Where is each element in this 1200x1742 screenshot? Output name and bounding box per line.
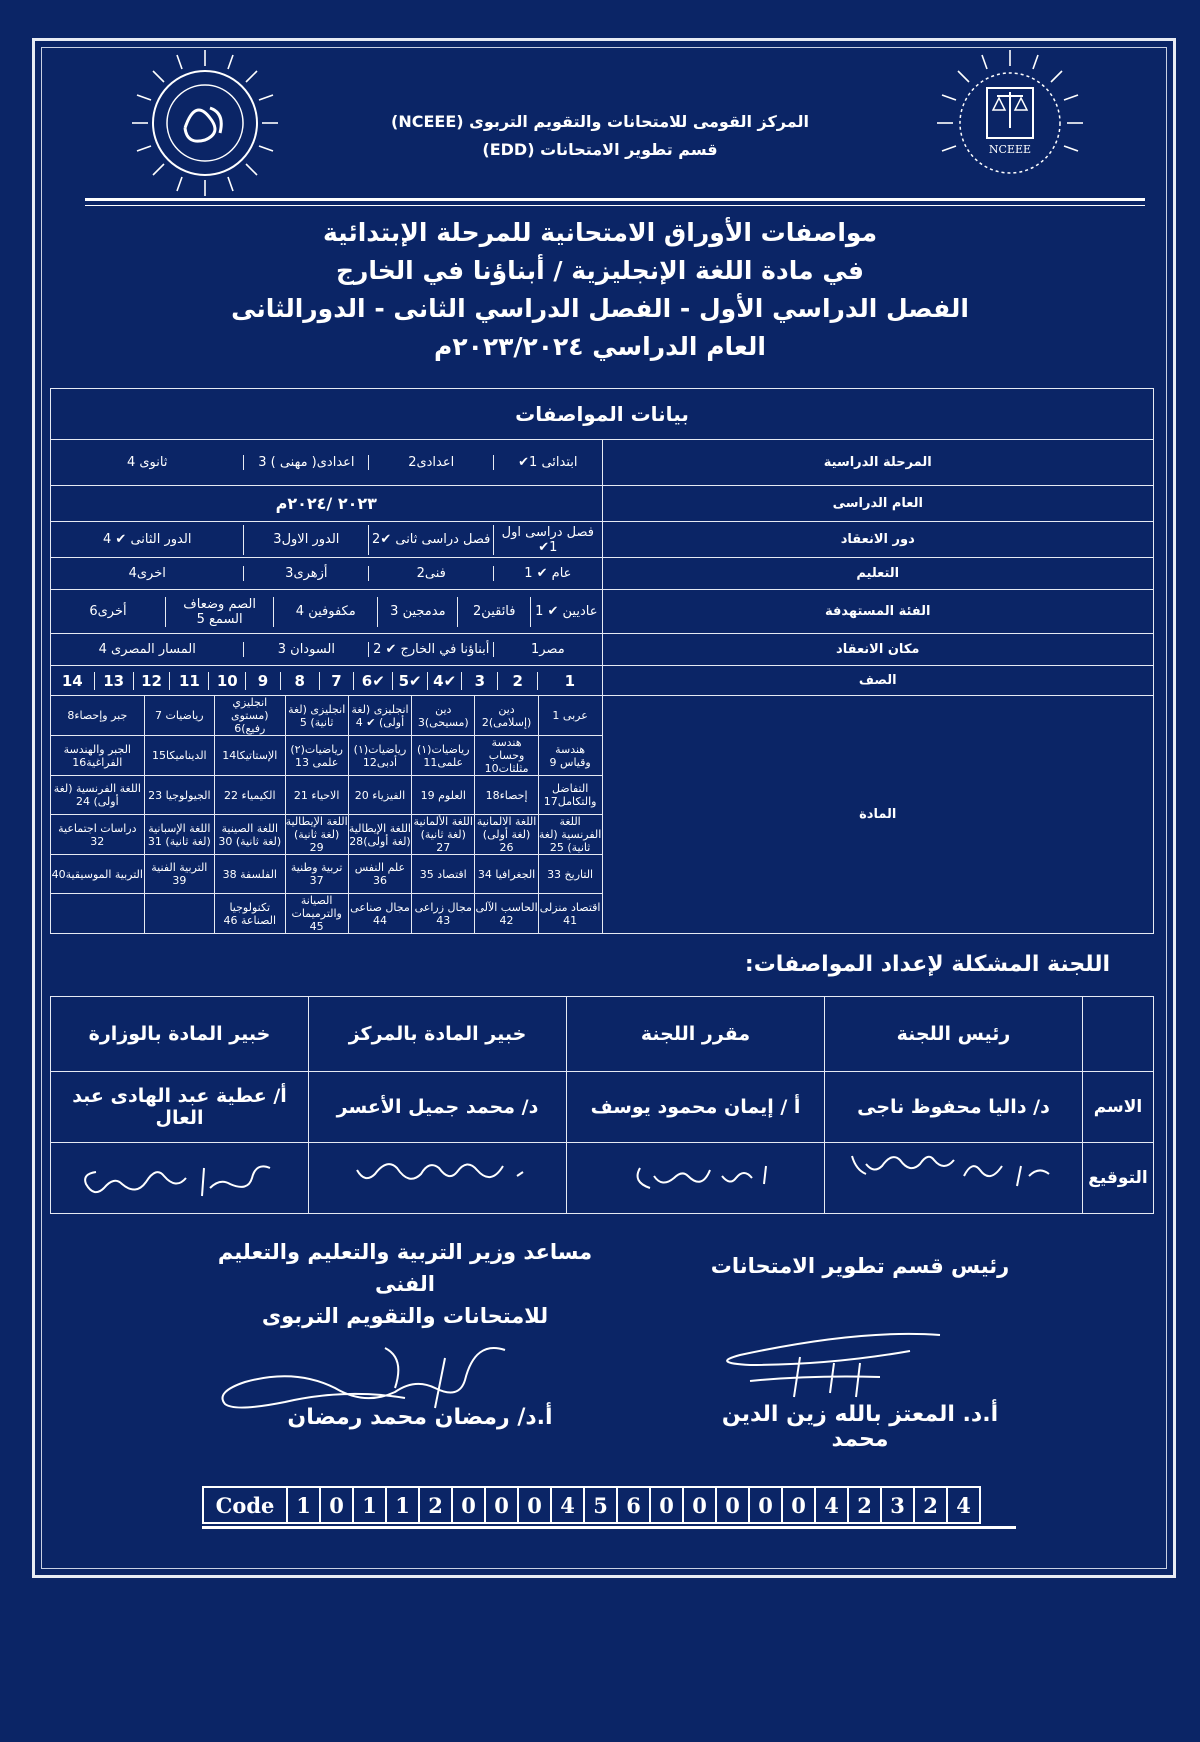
cell: فصل دراسى اول 1✔	[494, 525, 602, 555]
signature-4	[51, 1143, 309, 1214]
department-head-signature	[700, 1325, 960, 1405]
exam-development-logo	[130, 48, 280, 198]
code-digit: 0	[749, 1487, 782, 1523]
subject-cell	[51, 894, 144, 934]
divider	[85, 198, 1145, 201]
assistant-minister-name: أ.د/ رمضان محمد رمضان	[287, 1405, 553, 1430]
subject-cell: الجبر والهندسة الفراغية16	[51, 736, 144, 776]
assistant-minister-signature	[205, 1330, 525, 1410]
code-digit: 4	[815, 1487, 848, 1523]
row-label: المرحلة الدراسية	[602, 440, 1154, 486]
code-digit: 0	[650, 1487, 683, 1523]
subject-cell: انجليزى (لغة أولى) ✔ 4	[348, 696, 411, 736]
subject-cell: هندسة وحساب مثلثات10	[475, 736, 538, 776]
table-heading: بيانات المواصفات	[51, 389, 1154, 440]
cell: ثانوى 4	[126, 455, 168, 470]
row-label: العام الدراسى	[602, 486, 1154, 522]
specifications-table	[50, 388, 1154, 934]
cell: فائقين2	[458, 597, 531, 627]
code-digit: 0	[485, 1487, 518, 1523]
subject-cell: اللغة الإسبانية (لغة ثانية) 31	[144, 815, 214, 855]
subject-cell: اقتصاد منزلى 41	[538, 894, 601, 934]
cell: أبناؤنا في الخارج ✔ 2	[369, 642, 494, 657]
cell: الدور الثانى ✔ 4	[103, 532, 192, 547]
code-digit: 3	[881, 1487, 914, 1523]
role-header: مقرر اللجنة	[567, 997, 825, 1072]
academic-year: ٢٠٢٣ /٢٠٢٤م	[51, 486, 603, 522]
member-name: د/ داليا محفوظ ناجى	[825, 1072, 1083, 1143]
grade-cell: 9	[246, 672, 281, 690]
subject-cell: رياضيات(٢) علمى 13	[285, 736, 348, 776]
subjects-grid	[51, 696, 602, 933]
row-label: التعليم	[602, 558, 1154, 590]
grade-cell: 13	[94, 672, 133, 690]
grade-cell: ✔6	[354, 672, 393, 690]
grade-cell: 8	[280, 672, 319, 690]
code-digit: 1	[287, 1487, 320, 1523]
subject-cell: إحصاء18	[475, 776, 538, 815]
cell: مصر1	[494, 642, 602, 657]
row-label: المادة	[602, 696, 1154, 934]
row-label: الصف	[602, 666, 1154, 696]
cell: أزهرى3	[244, 566, 369, 581]
cell: اعدادى( مهنى ) 3	[244, 455, 369, 470]
signature-2	[567, 1143, 825, 1214]
member-name: أ / إيمان محمود يوسف	[567, 1072, 825, 1143]
role-header: خبير المادة بالمركز	[309, 997, 567, 1072]
cell: ابتدائى 1✔	[494, 455, 602, 470]
grade-cell: 14	[61, 671, 83, 690]
subject-cell: علم النفس 36	[348, 855, 411, 894]
subject-cell: تكنولوجيا الصناعة 46	[215, 894, 285, 934]
row-label: دور الانعقاد	[602, 522, 1154, 558]
committee-table	[50, 996, 1154, 1214]
grade-cell: 2	[498, 672, 538, 690]
cell: اعدادى2	[369, 455, 494, 470]
code-digit: 0	[782, 1487, 815, 1523]
grade-cell: 7	[319, 672, 354, 690]
document-code	[202, 1486, 981, 1524]
cell: مكفوفين 4	[274, 597, 378, 627]
nceee-logo	[935, 48, 1085, 198]
subject-cell: رياضيات(١) علمى11	[412, 736, 475, 776]
code-digit: 4	[947, 1487, 980, 1523]
document-title	[200, 214, 1000, 366]
subject-cell: الكيمياء 22	[215, 776, 285, 815]
department-head-title: رئيس قسم تطوير الامتحانات	[710, 1254, 1010, 1278]
cell: الدور الاول3	[244, 525, 369, 555]
cell: فصل دراسى ثانى ✔2	[369, 525, 494, 555]
subject-cell: الفيزياء 20	[348, 776, 411, 815]
title-line: في مادة اللغة الإنجليزية / أبناؤنا في الخارج	[335, 256, 864, 285]
subject-cell: اللغة الالمانية (لغة أولى) 26	[476, 815, 537, 854]
subject-cell: تربية وطنية 37	[285, 855, 348, 894]
cell: عام ✔ 1	[494, 566, 602, 581]
cell: المسار المصرى 4	[98, 642, 196, 657]
grade-cell: 12	[133, 672, 170, 690]
subject-cell: التربية الموسيقية40	[51, 855, 144, 894]
subject-cell: مجال زراعى 43	[412, 894, 475, 934]
member-name: د/ محمد جميل الأعسر	[309, 1072, 567, 1143]
subject-cell: اللغة الألمانية (لغة ثانية) 27	[413, 815, 473, 854]
subject-cell: الجغرافيا 34	[475, 855, 538, 894]
cell: عاديين ✔ 1	[531, 597, 602, 627]
code-digit: 1	[386, 1487, 419, 1523]
subject-cell: العلوم 19	[412, 776, 475, 815]
subject-cell: التاريخ 33	[538, 855, 601, 894]
code-underline	[202, 1526, 1016, 1529]
cell: أخرى6	[89, 604, 127, 619]
divider	[85, 205, 1145, 206]
grade-cell: ✔4	[427, 672, 462, 690]
subject-cell	[144, 894, 214, 934]
title-line: مواصفات الأوراق الامتحانية للمرحلة الإبتدائية	[322, 218, 878, 247]
subject-cell: اللغة الفرنسية (لغة ثانية) 25	[538, 815, 602, 854]
title-line: الفصل الدراسي الأول - الفصل الدراسي الثانى - الدورالثانى	[231, 294, 969, 323]
row-label: الاسم	[1083, 1072, 1154, 1143]
cell: اخرى4	[128, 566, 166, 581]
code-digit: 0	[716, 1487, 749, 1523]
subject-cell: اللغة الإيطالية (لغة ثانية) 29	[285, 815, 348, 854]
committee-title: اللجنة المشكلة لإعداد المواصفات:	[744, 952, 1110, 977]
subject-cell: انجليزي (مستوى رفيع)6	[215, 696, 285, 736]
subject-cell: الاحياء 21	[285, 776, 348, 815]
subject-cell: التربية الفنية 39	[144, 855, 214, 894]
subject-cell: رياضيات(١) أدبى12	[348, 736, 411, 776]
code-digit: 1	[353, 1487, 386, 1523]
grade-cell: 10	[209, 672, 246, 690]
grade-cell: 1	[538, 672, 602, 690]
member-name: أ/ عطية عبد الهادى عبد العال	[51, 1072, 309, 1143]
signature-1	[825, 1143, 1083, 1214]
subject-cell: الفلسفة 38	[215, 855, 285, 894]
department-name: قسم تطوير الامتحانات (EDD)	[482, 140, 718, 159]
code-digit: 0	[320, 1487, 353, 1523]
subject-cell: عربى 1	[538, 696, 601, 736]
grade-cell: ✔5	[393, 672, 428, 690]
row-label: الفئة المستهدفة	[602, 590, 1154, 634]
subject-cell: دراسات اجتماعية 32	[51, 815, 144, 855]
subject-cell: انجليزى (لغة ثانية) 5	[285, 696, 348, 736]
subject-cell: الإستاتيكا14	[215, 736, 285, 776]
row-label: مكان الانعقاد	[602, 634, 1154, 666]
title-line: العام الدراسي ٢٠٢٣/٢٠٢٤م	[434, 332, 766, 361]
code-label: Code	[203, 1487, 287, 1523]
subject-cell: دين (إسلامى)2	[475, 696, 538, 736]
code-digit: 0	[518, 1487, 551, 1523]
subject-cell: اللغة الفرنسية (لغة أولى) 24	[51, 776, 144, 815]
subject-cell: رياضيات 7	[144, 696, 214, 736]
subject-cell: اللغة الصينية (لغة ثانية) 30	[215, 815, 285, 855]
code-digit: 0	[452, 1487, 485, 1523]
code-digit: 6	[617, 1487, 650, 1523]
code-digit: 0	[683, 1487, 716, 1523]
row-label: التوقيع	[1083, 1143, 1154, 1214]
svg-text:NCEEE: NCEEE	[988, 143, 1032, 156]
subject-cell: التفاضل والتكامل17	[538, 776, 601, 815]
grade-cell: 11	[170, 672, 209, 690]
cell: السودان 3	[244, 642, 369, 657]
subject-cell: اللغة الإيطالية (لغة أولى)28	[348, 815, 411, 855]
code-digit: 5	[584, 1487, 617, 1523]
role-header: رئيس اللجنة	[825, 997, 1083, 1072]
organization-header	[380, 108, 820, 164]
cell: فنى2	[369, 566, 494, 581]
code-digit: 4	[551, 1487, 584, 1523]
code-digit: 2	[419, 1487, 452, 1523]
subject-cell: دين (مسيحى)3	[412, 696, 475, 736]
cell: مدمجين 3	[378, 597, 458, 627]
subject-cell: الصيانة والترميمات 45	[285, 894, 348, 934]
role-header: خبير المادة بالوزارة	[51, 997, 309, 1072]
assistant-minister-title: مساعد وزير التربية والتعليم والتعليم الفنى للامتحانات والتقويم التربوى	[217, 1240, 593, 1328]
subject-cell: جبر وإحصاء8	[51, 696, 144, 736]
department-head-name: أ.د. المعتز بالله زين الدين محمد	[721, 1402, 999, 1452]
signature-3	[309, 1143, 567, 1214]
subject-cell: الديناميكا15	[144, 736, 214, 776]
subject-cell: اقتصاد 35	[412, 855, 475, 894]
subject-cell: هندسة وقياس 9	[538, 736, 601, 776]
subject-cell: مجال صناعى 44	[348, 894, 411, 934]
code-digit: 2	[848, 1487, 881, 1523]
org-name: المركز القومى للامتحانات والتقويم التربوى (NCEEE)	[391, 112, 809, 131]
subject-cell: الحاسب الآلى 42	[475, 894, 538, 934]
grade-cell: 3	[462, 672, 498, 690]
code-digit: 2	[914, 1487, 947, 1523]
subject-cell: الجيولوجيا 23	[144, 776, 214, 815]
cell: الصم وضعاف السمع 5	[165, 597, 273, 627]
